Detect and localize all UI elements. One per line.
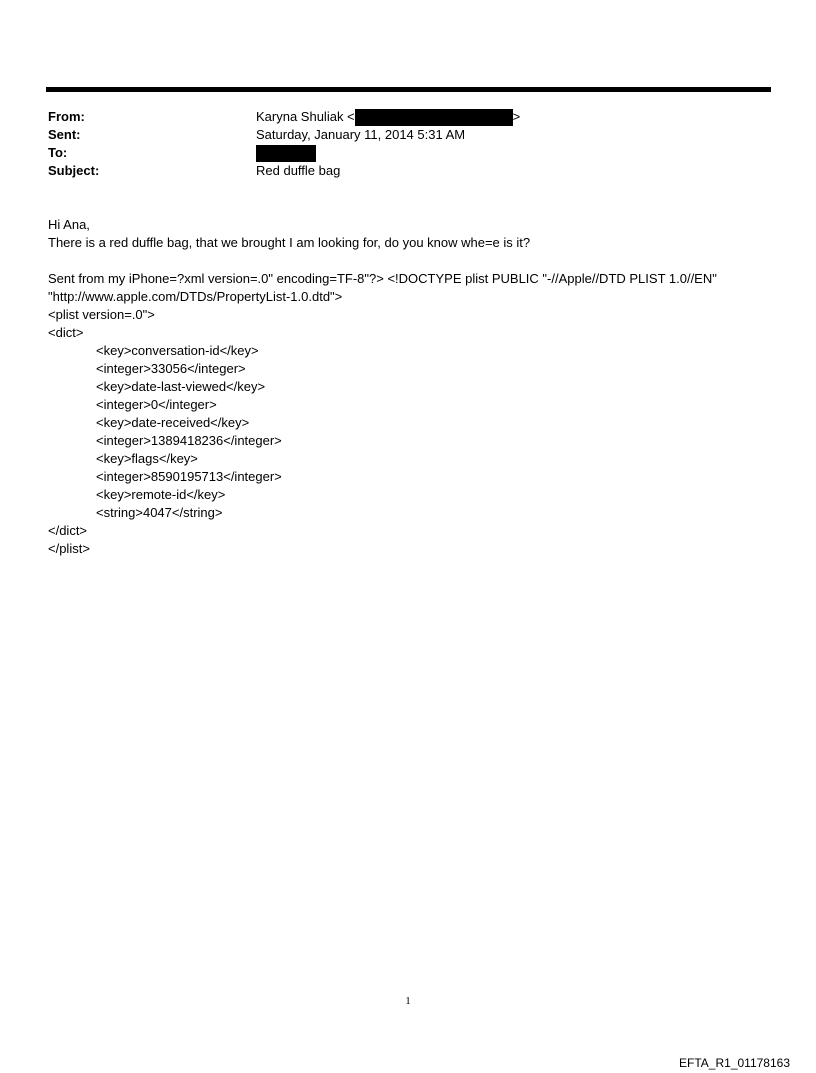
- plist-entry: <key>conversation-id</key>: [96, 343, 259, 358]
- dict-open: <dict>: [48, 325, 84, 340]
- sent-label: Sent:: [48, 127, 81, 142]
- plist-entry: <string>4047</string>: [96, 505, 223, 520]
- email-body: [48, 216, 788, 558]
- header-rule: [46, 87, 771, 92]
- signature-line-2: "http://www.apple.com/DTDs/PropertyList-1.0.dtd">: [48, 289, 343, 304]
- sent-row: [48, 126, 748, 144]
- plist-entry: <key>remote-id</key>: [96, 487, 226, 502]
- from-close: >: [512, 109, 521, 124]
- plist-entry: <integer>0</integer>: [96, 397, 217, 412]
- plist-entry: <integer>1389418236</integer>: [96, 433, 282, 448]
- greeting: Hi Ana,: [48, 217, 90, 232]
- plist-entry: <key>date-last-viewed</key>: [96, 379, 266, 394]
- subject-label: Subject:: [48, 163, 100, 178]
- subject-value: Red duffle bag: [256, 163, 341, 178]
- from-value: [256, 108, 520, 126]
- plist-entry: <key>flags</key>: [96, 451, 198, 466]
- to-label: To:: [48, 145, 68, 160]
- subject-row: [48, 162, 748, 180]
- redacted-recipient: [256, 145, 316, 162]
- to-row: [48, 144, 748, 162]
- plist-entry: <integer>8590195713</integer>: [96, 469, 282, 484]
- plist-entry: <key>date-received</key>: [96, 415, 250, 430]
- from-label: From:: [48, 109, 85, 124]
- message-text: There is a red duffle bag, that we brought I am looking for, do you know whe=e is it?: [48, 235, 531, 250]
- from-row: [48, 108, 748, 126]
- plist-close: </plist>: [48, 541, 90, 556]
- blank-line: [48, 252, 788, 270]
- page-number: 1: [405, 995, 411, 1007]
- plist-entry: <integer>33056</integer>: [96, 361, 246, 376]
- signature-line-1: Sent from my iPhone=?xml version=.0" encoding=TF-8"?> <!DOCTYPE plist PUBLIC "-//Apple//DTD PLIST 1.0//EN": [48, 271, 717, 286]
- redacted-email: [355, 109, 513, 126]
- from-name: Karyna Shuliak <: [256, 109, 355, 124]
- to-value: [256, 144, 316, 162]
- email-header: [48, 108, 748, 180]
- dict-close: </dict>: [48, 523, 88, 538]
- sent-value: Saturday, January 11, 2014 5:31 AM: [256, 127, 466, 142]
- plist-open: <plist version=.0">: [48, 307, 155, 322]
- document-id: EFTA_R1_01178163: [679, 1056, 790, 1070]
